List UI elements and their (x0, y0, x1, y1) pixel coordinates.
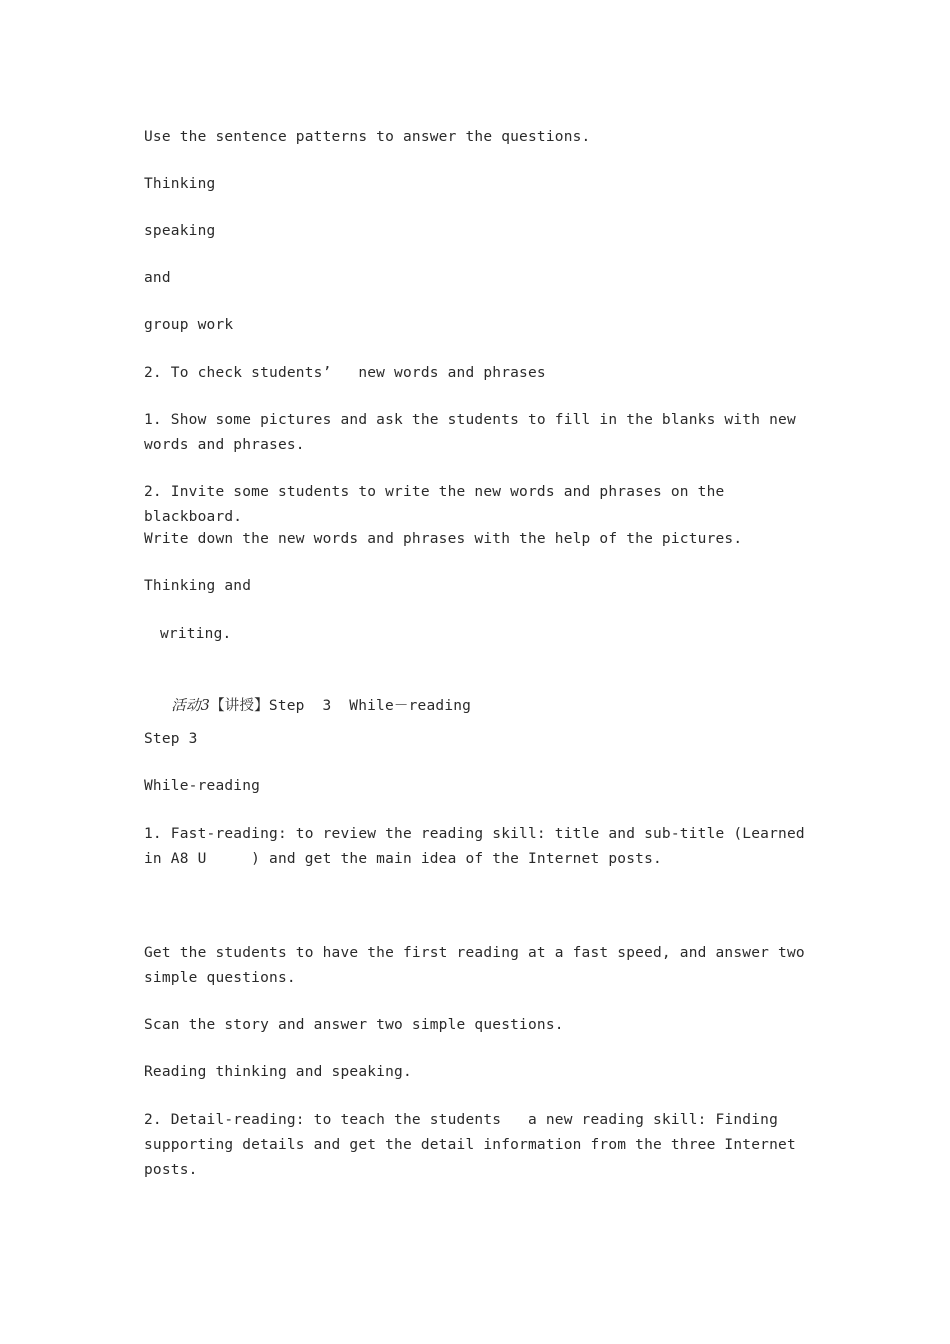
activity-tag: 【讲授】 (210, 698, 269, 714)
step-label: Step 3 (144, 731, 198, 747)
skill-label-group-work: group work (144, 317, 234, 333)
student-task-write-words: Write down the new words and phrases with the help of the pictures. (144, 531, 743, 547)
fast-reading-objective: 1. Fast-reading: to review the reading skill: title and sub-title (Learned in A8 U ) and get the main idea of the Internet posts. (144, 826, 814, 867)
activity-title: Step 3 While－reading (268, 698, 472, 714)
skill-label-and: and (144, 270, 171, 286)
skill-label-reading: Reading thinking and speaking. (144, 1064, 412, 1080)
fast-reading-teacher-activity: Get the students to have the first reading at a fast speed, and answer two simple questions. (144, 945, 814, 986)
step-name: While-reading (144, 778, 261, 794)
activity-show-pictures: 1. Show some pictures and ask the students to fill in the blanks with new words and phrases. (144, 412, 805, 453)
skill-label-writing: writing. (160, 626, 232, 642)
skill-label-speaking: speaking (144, 223, 216, 239)
activity-number: 活动3 (171, 698, 211, 714)
skill-label-thinking: Thinking (144, 176, 216, 192)
fast-reading-student-activity: Scan the story and answer two simple questions. (144, 1017, 564, 1033)
instruction-text: Use the sentence patterns to answer the questions. (144, 129, 591, 145)
detail-reading-objective: 2. Detail-reading: to teach the students a new reading skill: Finding supporting details and get the detail information from the three Internet posts. (144, 1112, 805, 1178)
objective-check-words: 2. To check students’ new words and phrases (144, 365, 546, 381)
activity-invite-students: 2. Invite some students to write the new words and phrases on the blackboard. (144, 484, 734, 525)
skill-label-thinking-and: Thinking and (144, 578, 252, 594)
